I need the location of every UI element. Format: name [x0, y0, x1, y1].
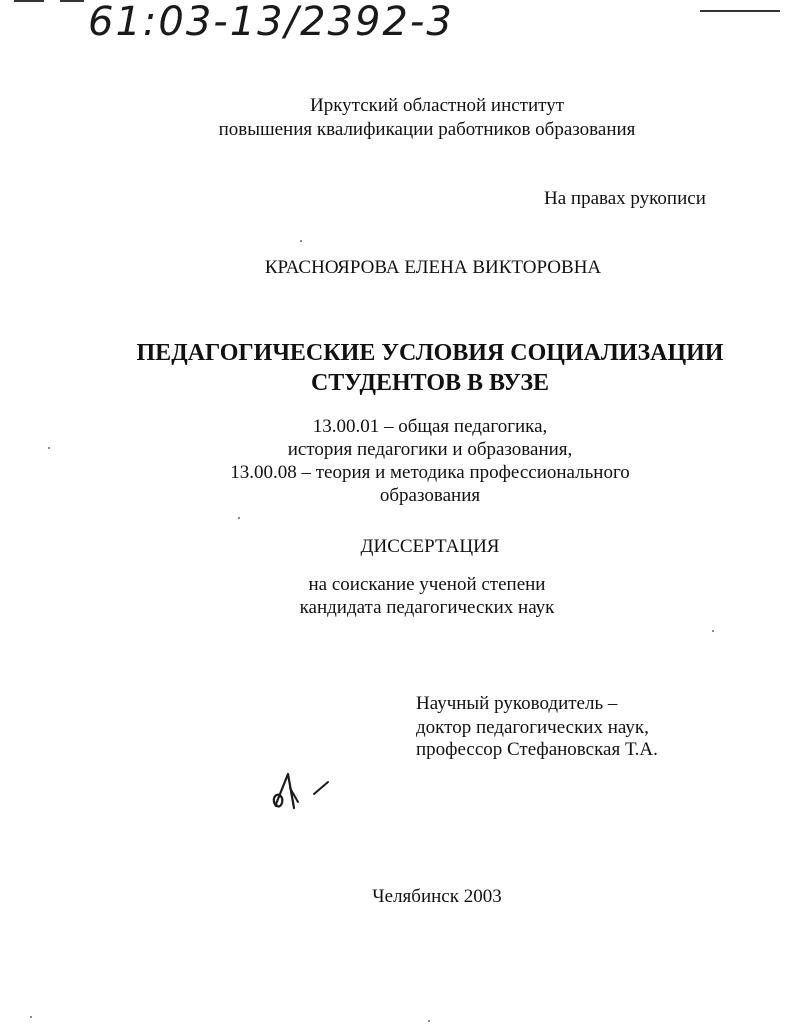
scan-speck	[428, 1020, 430, 1022]
supervisor-line-3: профессор Стефановская Т.А.	[416, 739, 658, 760]
manuscript-note: На правах рукописи	[544, 188, 706, 209]
work-type: ДИССЕРТАЦИЯ	[360, 536, 500, 557]
scan-speck	[30, 1016, 32, 1018]
scan-edge-mark	[700, 10, 780, 12]
dissertation-title-line-1: ПЕДАГОГИЧЕСКИЕ УСЛОВИЯ СОЦИАЛИЗАЦИИ	[136, 340, 724, 366]
archive-number: 61:03-13/2392-3	[88, 0, 454, 45]
specialty-line-4: образования	[379, 485, 481, 506]
specialty-line-2: история педагогики и образования,	[287, 439, 573, 460]
scan-speck	[712, 630, 714, 632]
institution-line-1: Иркутский областной институт	[310, 95, 564, 116]
city-year: Челябинск 2003	[372, 886, 502, 907]
scan-speck	[48, 447, 50, 449]
scan-speck	[300, 240, 302, 242]
scan-edge-mark	[60, 0, 84, 2]
degree-line-1: на соискание ученой степени	[308, 574, 546, 595]
signature-drawing	[268, 768, 338, 818]
specialty-line-1: 13.00.01 – общая педагогика,	[312, 416, 548, 437]
supervisor-line-2: доктор педагогических наук,	[416, 717, 649, 738]
degree-line-2: кандидата педагогических наук	[299, 597, 555, 618]
author-name: КРАСНОЯРОВА ЕЛЕНА ВИКТОРОВНА	[264, 257, 602, 278]
scan-speck	[238, 517, 240, 519]
specialty-line-3: 13.00.08 – теория и методика профессионального	[230, 462, 630, 483]
handwritten-signature	[268, 768, 338, 818]
dissertation-title-line-2: СТУДЕНТОВ В ВУЗЕ	[310, 370, 550, 396]
institution-line-2: повышения квалификации работников образования	[218, 119, 636, 140]
supervisor-line-1: Научный руководитель –	[416, 693, 618, 714]
scan-edge-mark	[14, 0, 44, 2]
